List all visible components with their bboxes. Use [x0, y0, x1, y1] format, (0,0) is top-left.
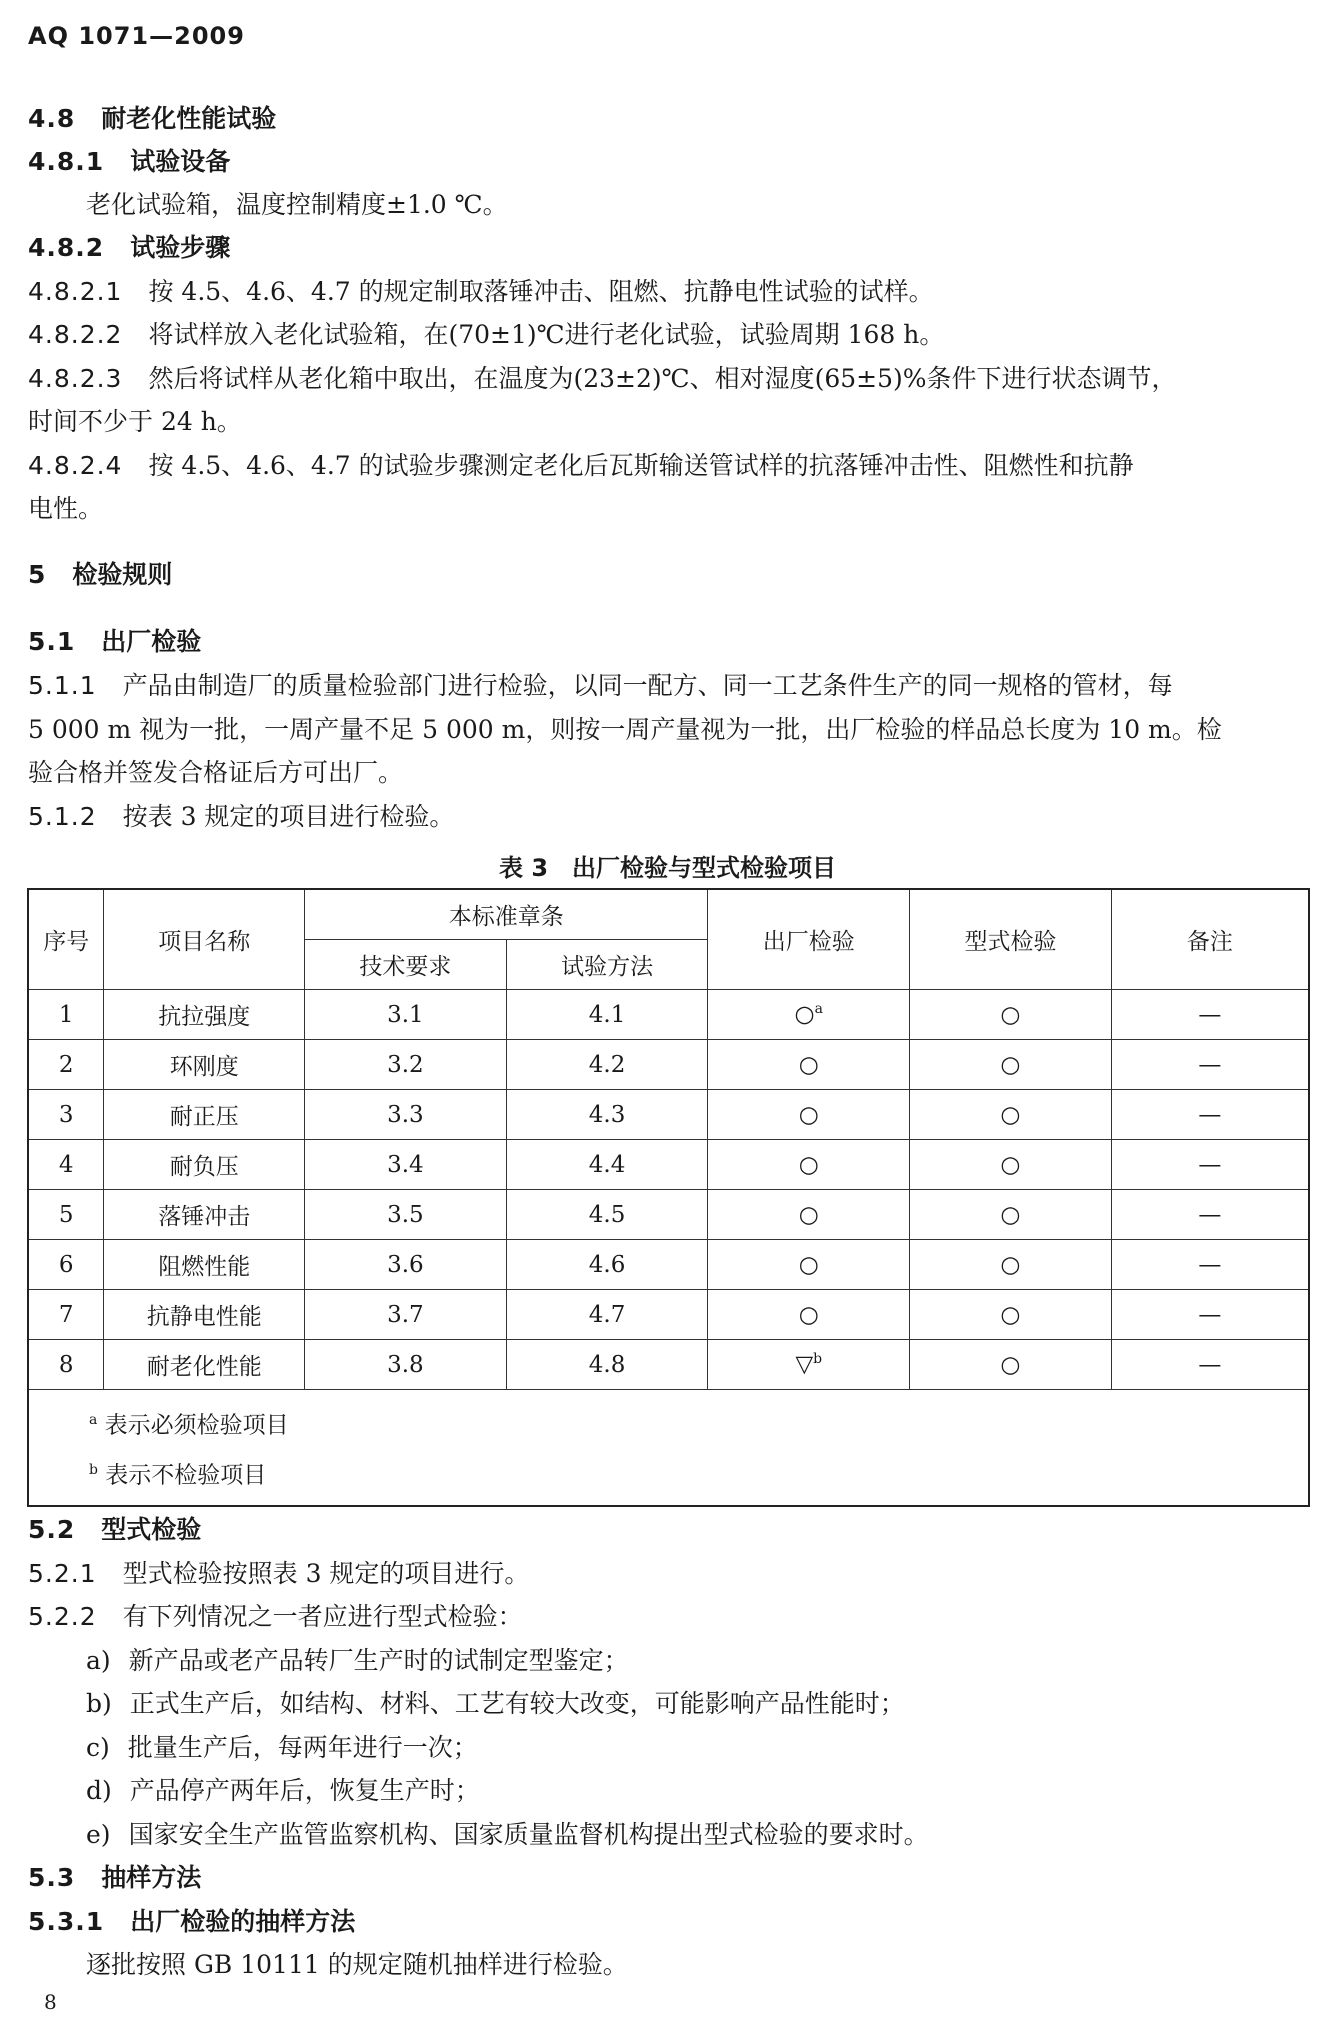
footnote-mark: b [89, 1461, 98, 1478]
table-row [28, 1290, 1309, 1340]
cell-type-value: ○ [1000, 1301, 1021, 1328]
footnote [89, 1398, 1308, 1448]
section-4-8-2-1 [28, 275, 1308, 309]
header-name: 项目名称 [104, 889, 305, 990]
cell-note-value: — [1198, 1101, 1222, 1128]
list-text: 国家安全生产监管监察机构、国家质量监督机构提出型式检验的要求时。 [128, 1820, 929, 1849]
cell-seq [28, 1140, 104, 1190]
section-title: 耐老化性能试验 [101, 104, 277, 133]
table-row [28, 990, 1309, 1040]
cell-method [506, 1340, 708, 1390]
cell-note [1111, 1090, 1309, 1140]
cell-factory-value: ▽ [795, 1351, 814, 1378]
cell-tech [305, 1240, 507, 1290]
cell-factory [708, 1240, 910, 1290]
section-5-1-1 [28, 669, 1308, 703]
section-5-2 [28, 1513, 1308, 1547]
footnote-text: 表示必须检验项目 [104, 1412, 289, 1439]
header-seq: 序号 [28, 889, 104, 990]
document-header: AQ 1071—2009 [28, 22, 245, 50]
cell-method-value: 4.6 [588, 1251, 626, 1278]
paragraph: 按 4.5、4.6、4.7 的试验步骤测定老化后瓦斯输送管试样的抗落锤冲击性、阻燃性和抗静 [148, 451, 1134, 480]
cell-method-value: 4.5 [588, 1201, 626, 1228]
list-text: 正式生产后，如结构、材料、工艺有较大改变，可能影响产品性能时； [129, 1689, 905, 1718]
section-4-8-1 [28, 145, 1308, 179]
section-4-8-2-3 [28, 362, 1308, 396]
cell-factory-value: ○ [798, 1101, 819, 1128]
list-text: 新产品或老产品转厂生产时的试制定型鉴定； [128, 1646, 629, 1675]
cell-name-value: 阻燃性能 [158, 1254, 251, 1280]
paragraph: 产品由制造厂的质量检验部门进行检验，以同一配方、同一工艺条件生产的同一规格的管材，每 [122, 671, 1173, 700]
cell-seq [28, 1190, 104, 1240]
cell-type-value: ○ [1000, 1001, 1021, 1028]
cell-type [910, 1040, 1112, 1090]
cell-method-value: 4.4 [588, 1151, 626, 1178]
inspection-items-table [27, 888, 1310, 1507]
paragraph-continuation: 电性。 [28, 494, 104, 523]
table-row [28, 1240, 1309, 1290]
cell-method-value: 4.3 [588, 1101, 626, 1128]
cell-factory-value: ○ [798, 1301, 819, 1328]
cell-tech [305, 1340, 507, 1390]
cell-factory-footnote-mark: b [813, 1351, 823, 1368]
cell-type-value: ○ [1000, 1051, 1021, 1078]
cell-factory-value: ○ [798, 1051, 819, 1078]
cell-method-value: 4.7 [588, 1301, 626, 1328]
cell-type [910, 990, 1112, 1040]
section-number: 4.8.2.2 [28, 320, 123, 349]
footnote-mark: a [89, 1412, 98, 1428]
paragraph: 逐批按照 GB 10111 的规定随机抽样进行检验。 [86, 1950, 628, 1979]
header-tech: 技术要求 [305, 940, 507, 990]
cell-factory [708, 1140, 910, 1190]
cell-type [910, 1140, 1112, 1190]
cell-name-value: 耐负压 [169, 1154, 239, 1180]
cell-note-value: — [1198, 1001, 1222, 1028]
cell-factory [708, 1190, 910, 1240]
section-5-2-1 [28, 1557, 1308, 1591]
paragraph: 型式检验按照表 3 规定的项目进行。 [122, 1559, 530, 1588]
cell-type-value: ○ [1000, 1101, 1021, 1128]
table-row [28, 1040, 1309, 1090]
cell-name [104, 1240, 305, 1290]
cell-seq-value: 1 [58, 1001, 74, 1028]
cell-tech-value: 3.8 [387, 1351, 424, 1378]
cell-tech [305, 1140, 507, 1190]
cell-type-value: ○ [1000, 1251, 1021, 1278]
section-number: 5.2.2 [28, 1602, 97, 1631]
cell-tech [305, 990, 507, 1040]
cell-name [104, 1190, 305, 1240]
cell-type-value: ○ [1000, 1201, 1021, 1228]
page-number: 8 [44, 1990, 57, 2014]
section-number: 5.3.1 [28, 1907, 105, 1936]
cell-factory-value: ○ [798, 1201, 819, 1228]
list-item [86, 1687, 1335, 1721]
cell-seq [28, 1290, 104, 1340]
cell-factory [708, 1290, 910, 1340]
section-title: 试验步骤 [130, 233, 231, 262]
paragraph: 按 4.5、4.6、4.7 的规定制取落锤冲击、阻燃、抗静电性试验的试样。 [148, 277, 934, 306]
header-factory: 出厂检验 [708, 889, 910, 990]
cell-factory [708, 990, 910, 1040]
cell-factory-value: ○ [798, 1251, 819, 1278]
cell-name [104, 990, 305, 1040]
section-number: 5.1 [28, 627, 76, 656]
cell-note [1111, 990, 1309, 1040]
cell-type [910, 1240, 1112, 1290]
list-item [86, 1774, 1335, 1808]
cell-seq-value: 6 [58, 1251, 74, 1278]
section-5 [28, 558, 1308, 592]
section-title: 试验设备 [130, 147, 231, 176]
cell-tech [305, 1040, 507, 1090]
cell-seq-value: 5 [58, 1201, 74, 1228]
cell-type [910, 1290, 1112, 1340]
paragraph: 按表 3 规定的项目进行检验。 [122, 802, 455, 831]
cell-method-value: 4.8 [588, 1351, 626, 1378]
table-row [28, 1340, 1309, 1390]
section-title: 出厂检验 [101, 627, 202, 656]
table-caption: 表 3 出厂检验与型式检验项目 [498, 854, 837, 882]
cell-tech-value: 3.1 [387, 1001, 424, 1028]
cell-name-value: 抗静电性能 [146, 1304, 262, 1330]
cell-tech-value: 3.3 [387, 1101, 424, 1128]
cell-note [1111, 1040, 1309, 1090]
list-item [86, 1818, 1335, 1852]
section-5-3 [28, 1861, 1308, 1895]
cell-note-value: — [1198, 1251, 1222, 1278]
cell-tech-value: 3.5 [387, 1201, 424, 1228]
list-text: 产品停产两年后，恢复生产时； [129, 1776, 480, 1805]
cell-note-value: — [1198, 1301, 1222, 1328]
section-title: 型式检验 [101, 1515, 202, 1544]
cell-method [506, 1240, 708, 1290]
section-4-8-2 [28, 231, 1308, 265]
cell-method [506, 1140, 708, 1190]
cell-tech [305, 1190, 507, 1240]
section-5-1-2 [28, 800, 1308, 834]
list-marker: c) [86, 1733, 110, 1762]
cell-note [1111, 1140, 1309, 1190]
header-note: 备注 [1111, 889, 1309, 990]
cell-name [104, 1040, 305, 1090]
cell-method [506, 1190, 708, 1240]
list-marker: d) [86, 1776, 112, 1805]
header-type: 型式检验 [910, 889, 1112, 990]
table-footnotes [28, 1390, 1309, 1507]
cell-factory [708, 1090, 910, 1140]
section-number: 4.8.2.4 [28, 451, 123, 480]
paragraph-continuation: 5 000 m 视为一批，一周产量不足 5 000 m，则按一周产量视为一批，出厂检验的样品总长度为 10 m。检 [28, 715, 1222, 744]
cell-seq [28, 990, 104, 1040]
section-number: 4.8 [28, 104, 76, 133]
cell-type [910, 1190, 1112, 1240]
section-number: 4.8.2.3 [28, 364, 123, 393]
section-title: 出厂检验的抽样方法 [130, 1907, 356, 1936]
cell-tech-value: 3.2 [387, 1051, 424, 1078]
list-text: 批量生产后，每两年进行一次； [127, 1733, 478, 1762]
cell-tech [305, 1290, 507, 1340]
paragraph: 然后将试样从老化箱中取出，在温度为(23±2)℃、相对湿度(65±5)%条件下进行状态调节， [148, 364, 1177, 393]
section-number: 5.2 [28, 1515, 76, 1544]
section-4-8 [28, 102, 1308, 136]
section-number: 5 [28, 560, 47, 589]
section-number: 5.3 [28, 1863, 76, 1892]
cell-note-value: — [1198, 1051, 1222, 1078]
cell-seq-value: 7 [58, 1301, 74, 1328]
cell-method [506, 1090, 708, 1140]
cell-note [1111, 1290, 1309, 1340]
cell-method-value: 4.2 [588, 1051, 626, 1078]
paragraph: 将试样放入老化试验箱，在(70±1)℃进行老化试验，试验周期 168 h。 [148, 320, 945, 349]
cell-seq-value: 3 [58, 1101, 74, 1128]
list-marker: b) [86, 1689, 112, 1718]
section-number: 5.2.1 [28, 1559, 97, 1588]
section-5-1 [28, 625, 1308, 659]
list-item [86, 1644, 1335, 1678]
paragraph-continuation: 时间不少于 24 h。 [28, 407, 242, 436]
cell-name [104, 1340, 305, 1390]
cell-seq-value: 8 [58, 1351, 74, 1378]
cell-method-value: 4.1 [588, 1001, 626, 1028]
cell-seq-value: 4 [58, 1151, 74, 1178]
paragraph-continuation: 验合格并签发合格证后方可出厂。 [28, 758, 404, 787]
section-title: 抽样方法 [101, 1863, 202, 1892]
cell-factory-footnote-mark: a [814, 1001, 823, 1018]
cell-seq [28, 1040, 104, 1090]
cell-note-value: — [1198, 1351, 1222, 1378]
cell-name [104, 1140, 305, 1190]
cell-name-value: 耐老化性能 [146, 1354, 262, 1380]
section-number: 4.8.1 [28, 147, 105, 176]
header-clause: 本标准章条 [305, 889, 708, 940]
table-row [28, 1140, 1309, 1190]
cell-factory-value: ○ [798, 1151, 819, 1178]
cell-tech-value: 3.7 [387, 1301, 424, 1328]
section-number: 5.1.2 [28, 802, 97, 831]
table-row [28, 1090, 1309, 1140]
cell-note-value: — [1198, 1201, 1222, 1228]
cell-type [910, 1090, 1112, 1140]
section-number: 5.1.1 [28, 671, 97, 700]
cell-name [104, 1090, 305, 1140]
cell-name-value: 耐正压 [169, 1104, 239, 1130]
section-5-2-2 [28, 1600, 1308, 1634]
cell-type [910, 1340, 1112, 1390]
section-number: 4.8.2 [28, 233, 105, 262]
paragraph: 有下列情况之一者应进行型式检验： [122, 1602, 523, 1631]
cell-name [104, 1290, 305, 1340]
cell-factory [708, 1340, 910, 1390]
cell-note-value: — [1198, 1151, 1222, 1178]
cell-tech-value: 3.4 [387, 1151, 424, 1178]
section-number: 4.8.2.1 [28, 277, 123, 306]
footnote-text: 表示不检验项目 [105, 1462, 267, 1489]
list-item [86, 1731, 1335, 1765]
section-4-8-2-2 [28, 318, 1308, 352]
cell-name-value: 抗拉强度 [158, 1004, 251, 1030]
cell-method [506, 990, 708, 1040]
cell-seq [28, 1340, 104, 1390]
cell-method [506, 1040, 708, 1090]
cell-note [1111, 1240, 1309, 1290]
footnote [89, 1448, 1308, 1498]
table-row [28, 1190, 1309, 1240]
cell-seq [28, 1240, 104, 1290]
cell-seq [28, 1090, 104, 1140]
section-5-3-1 [28, 1905, 1308, 1939]
cell-type-value: ○ [1000, 1151, 1021, 1178]
cell-type-value: ○ [1000, 1351, 1021, 1378]
header-method: 试验方法 [506, 940, 708, 990]
cell-method [506, 1290, 708, 1340]
cell-factory-value: ○ [794, 1001, 815, 1028]
cell-note [1111, 1190, 1309, 1240]
list-marker: e) [86, 1820, 111, 1849]
cell-name-value: 环刚度 [169, 1054, 239, 1080]
cell-note [1111, 1340, 1309, 1390]
cell-factory [708, 1040, 910, 1090]
cell-tech [305, 1090, 507, 1140]
cell-seq-value: 2 [58, 1051, 74, 1078]
section-title: 检验规则 [72, 560, 173, 589]
paragraph: 老化试验箱，温度控制精度±1.0 ℃。 [86, 190, 508, 219]
section-4-8-2-4 [28, 449, 1308, 483]
cell-tech-value: 3.6 [387, 1251, 424, 1278]
list-marker: a) [86, 1646, 111, 1675]
cell-name-value: 落锤冲击 [158, 1204, 251, 1230]
